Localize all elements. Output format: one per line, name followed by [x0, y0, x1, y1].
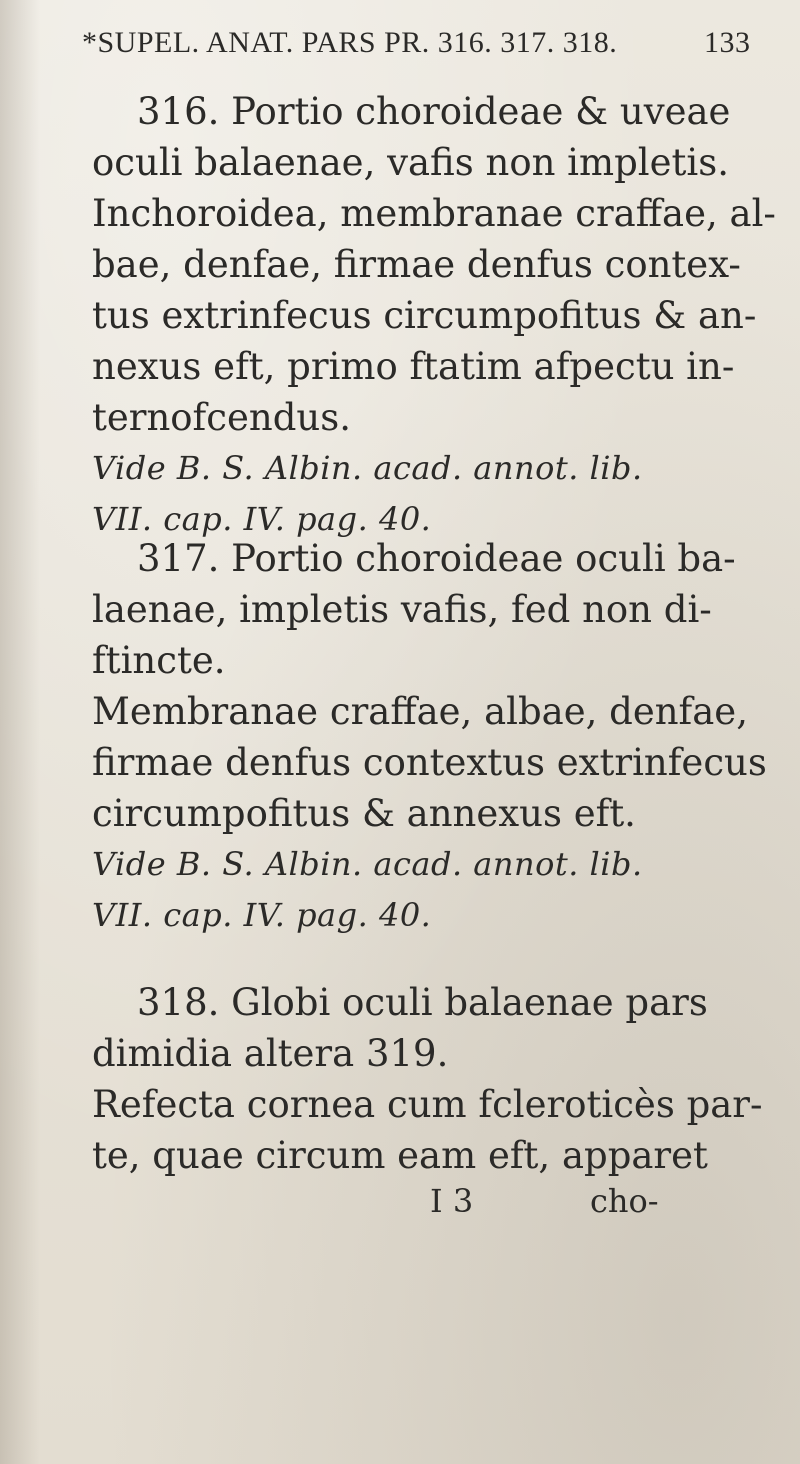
text-line: bae, denfae, firmae denfus contex-	[92, 243, 741, 286]
section-317	[92, 533, 767, 941]
text-line: 318. Globi oculi balaenae pars	[137, 981, 708, 1024]
signature-mark: I 3	[430, 1182, 474, 1220]
section-316	[92, 86, 776, 545]
reference-line: Vide B. S. Albin. acad. annot. lib.	[92, 449, 643, 487]
text-line: tus extrinfecus circumpofitus & an-	[92, 294, 757, 337]
reference-line: Vide B. S. Albin. acad. annot. lib.	[92, 845, 643, 883]
text-line: firmae denfus contextus extrinfecus	[92, 741, 767, 784]
catchword: cho-	[590, 1182, 659, 1220]
text-line: dimidia altera 319.	[92, 1032, 449, 1075]
text-line: oculi balaenae, vafis non impletis.	[92, 141, 729, 184]
reference-line: VII. cap. IV. pag. 40.	[92, 500, 432, 538]
text-line: nexus eft, primo ftatim afpectu in-	[92, 345, 735, 388]
text-line: te, quae circum eam eft, apparet	[92, 1134, 708, 1177]
text-line: ternofcendus.	[92, 396, 351, 439]
running-head: *SUPEL. ANAT. PARS PR.	[82, 26, 430, 59]
text-line: Membranae craffae, albae, denfae,	[92, 690, 748, 733]
spine-shadow	[0, 0, 40, 1464]
section-318	[92, 977, 763, 1181]
text-line: 317. Portio choroideae oculi ba-	[137, 537, 736, 580]
section-range: 316. 317. 318.	[437, 26, 618, 59]
text-line: laenae, impletis vafis, fed non di-	[92, 588, 712, 631]
text-line: ftincte.	[92, 639, 226, 682]
running-header	[82, 26, 762, 60]
text-line: Inchoroidea, membranae craffae, al-	[92, 192, 776, 235]
text-line: circumpofitus & annexus eft.	[92, 792, 636, 835]
page-number: 133	[704, 26, 751, 59]
text-line: Refecta cornea cum fcleroticès par-	[92, 1083, 763, 1126]
text-line: 316. Portio choroideae & uveae	[137, 90, 731, 133]
reference-line: VII. cap. IV. pag. 40.	[92, 896, 432, 934]
